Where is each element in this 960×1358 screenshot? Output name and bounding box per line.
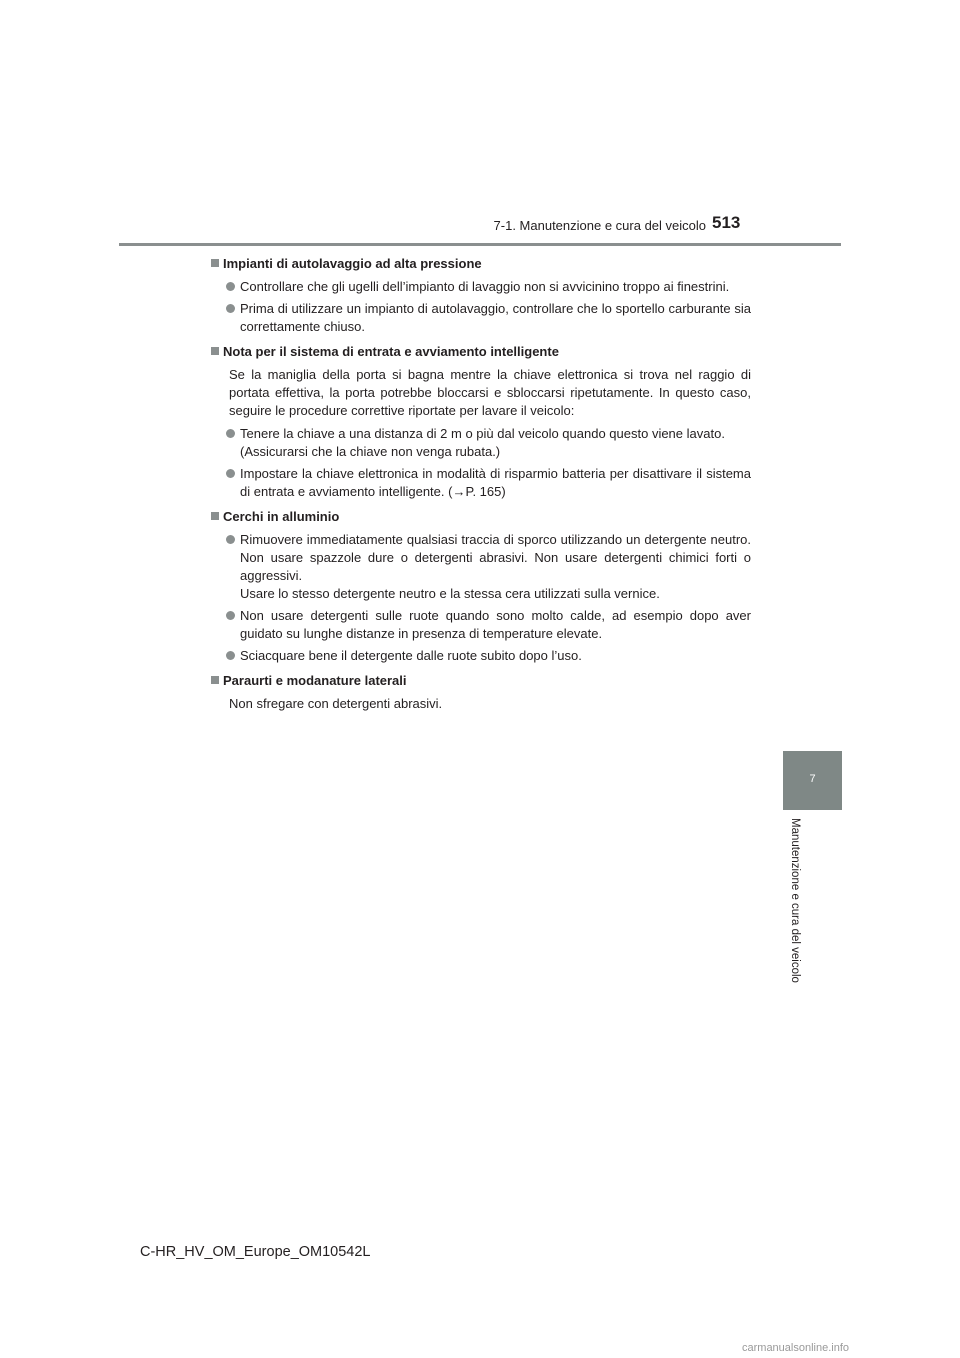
chapter-tab — [783, 751, 842, 810]
circle-bullet-icon — [226, 535, 235, 544]
square-bullet-icon — [211, 512, 219, 520]
section-heading — [211, 508, 751, 526]
section-heading-text: Paraurti e modanature laterali — [223, 673, 407, 688]
section-heading — [211, 255, 751, 273]
list-item-text: Prima di utilizzare un impianto di autolavaggio, controllare che lo sportello carburante sia correttamente chiuso. — [240, 301, 751, 334]
section-heading-text: Cerchi in alluminio — [223, 509, 340, 524]
list-item — [211, 531, 751, 603]
circle-bullet-icon — [226, 651, 235, 660]
list-item-text: Non usare detergenti sulle ruote quando sono molto calde, ad esempio dopo aver guidato su lunghe distanze in presenza di temperature elevate. — [240, 608, 751, 641]
header-section-title: 7-1. Manutenzione e cura del veicolo — [493, 218, 706, 233]
circle-bullet-icon — [226, 429, 235, 438]
chapter-number: 7 — [809, 773, 816, 785]
list-item-text: Sciacquare bene il detergente dalle ruote subito dopo l’uso. — [240, 648, 582, 663]
list-item — [211, 278, 751, 296]
list-item — [211, 300, 751, 336]
list-item — [211, 465, 751, 501]
section-heading — [211, 343, 751, 361]
square-bullet-icon — [211, 259, 219, 267]
header-rule — [119, 243, 841, 246]
list-item-text: (Assicurarsi che la chiave non venga rubata.) — [240, 444, 501, 459]
list-item-text: Tenere la chiave a una distanza di 2 m o più dal veicolo quando questo viene lavato. — [240, 426, 725, 441]
list-item — [211, 607, 751, 643]
list-item — [211, 647, 751, 665]
paragraph: Non sfregare con detergenti abrasivi. — [229, 696, 443, 711]
circle-bullet-icon — [226, 304, 235, 313]
circle-bullet-icon — [226, 282, 235, 291]
list-item — [211, 425, 751, 461]
list-item-text: Rimuovere immediatamente qualsiasi traccia di sporco utilizzando un detergente neutro. Non usare spazzole dure o detergenti abrasivi. Non usare detergenti chimici forti o aggressivi. — [240, 532, 751, 583]
circle-bullet-icon — [226, 469, 235, 478]
square-bullet-icon — [211, 347, 219, 355]
square-bullet-icon — [211, 676, 219, 684]
footer-document-code: C-HR_HV_OM_Europe_OM10542L — [140, 1244, 371, 1260]
list-item-text: Usare lo stesso detergente neutro e la stessa cera utilizzati sulla vernice. — [240, 586, 660, 601]
page-number: 513 — [712, 213, 741, 232]
section-heading-text: Nota per il sistema di entrata e avviamento intelligente — [223, 344, 559, 359]
page-content — [211, 255, 751, 718]
circle-bullet-icon — [226, 611, 235, 620]
section-heading-text: Impianti di autolavaggio ad alta pressione — [223, 256, 482, 271]
chapter-side-label: Manutenzione e cura del veicolo — [789, 818, 801, 983]
section-heading — [211, 672, 751, 690]
list-item-text: Controllare che gli ugelli dell’impianto di lavaggio non si avvicinino troppo ai finestrini. — [240, 279, 730, 294]
paragraph: Se la maniglia della porta si bagna mentre la chiave elettronica si trova nel raggio di portata effettiva, la porta potrebbe bloccarsi e sbloccarsi ripetutamente. In questo caso, seguire le procedure correttive riportate per lavare il veicolo: — [229, 367, 751, 418]
watermark: carmanualsonline.info — [742, 1342, 850, 1354]
list-item-text: Impostare la chiave elettronica in modalità di risparmio batteria per disattivare il sistema di entrata e avviamento intelligente. (→P. 165) — [240, 466, 751, 499]
